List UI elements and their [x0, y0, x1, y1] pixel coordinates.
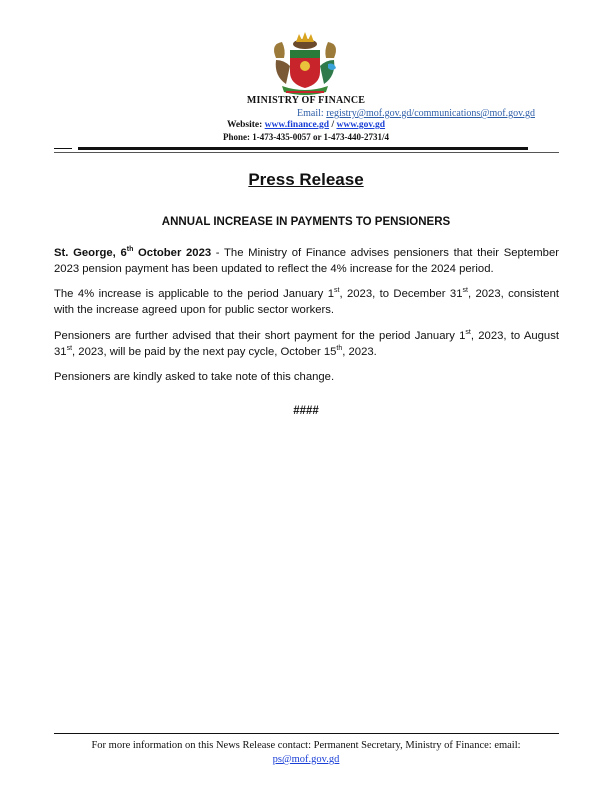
paragraph-2 [54, 286, 559, 318]
footer-divider [54, 733, 559, 734]
p3-sup-1: st [465, 329, 471, 337]
coat-of-arms-emblem [268, 30, 342, 98]
p3-text-2: , 2023, to August 31 [54, 330, 559, 358]
p3-text-4: , 2023. [342, 346, 377, 358]
footer-text: For more information on this News Release contact: Permanent Secretary, Ministry of Finance: email: [91, 740, 521, 751]
end-mark: #### [293, 405, 319, 417]
email-label: Email: [297, 108, 324, 119]
dateline-text: St. George, 6 [54, 247, 127, 259]
header-divider-thick [78, 147, 528, 150]
p2-text-2: , 2023, to December 31 [339, 288, 463, 300]
email-link[interactable]: registry@mof.gov.gd/communications@mof.gov.gd [326, 108, 535, 119]
p2-sup-1: st [334, 287, 340, 295]
organization-name: MINISTRY OF FINANCE [246, 95, 366, 106]
website-link-finance[interactable]: www.finance.gd [264, 120, 330, 130]
footer [0, 739, 612, 767]
p3-text-1: Pensioners are further advised that their short payment for the period January 1 [54, 330, 466, 342]
website-link-gov[interactable]: www.gov.gd [336, 120, 386, 130]
paragraph-1-text: - The Ministry of Finance advises pensioners that their September 2023 pension payment has been updated to reflect the 4% increase for the 2024 period. [54, 247, 559, 275]
dateline-superscript: th [126, 246, 134, 254]
header-divider-thin [54, 152, 559, 153]
p2-sup-2: st [462, 287, 468, 295]
phone-line: Phone: 1-473-435-0057 or 1-473-440-2731/4 [222, 132, 390, 142]
release-heading: ANNUAL INCREASE IN PAYMENTS TO PENSIONERS [161, 216, 451, 228]
page-title: Press Release [248, 170, 364, 189]
footer-email-link[interactable]: ps@mof.gov.gd [272, 754, 340, 765]
contact-email-line [110, 108, 612, 119]
p2-text-3: , 2023, consistent with the increase agreed upon for public sector workers. [54, 288, 559, 316]
website-line [0, 120, 612, 130]
header-divider-left [54, 148, 72, 149]
dateline [54, 247, 211, 259]
website-label: Website: [226, 120, 263, 130]
paragraph-3 [54, 328, 559, 360]
p3-sup-2: st [66, 345, 73, 353]
paragraph-1 [54, 245, 559, 277]
p2-text-1: The 4% increase is applicable to the period January 1 [54, 288, 334, 300]
p3-text-3: , 2023, will be paid by the next pay cycle, October 15 [72, 346, 337, 358]
website-separator: / [331, 120, 335, 130]
p3-sup-3: th [336, 345, 343, 353]
dateline-end: October 2023 [133, 247, 212, 259]
paragraph-4: Pensioners are kindly asked to take note of this change. [54, 371, 335, 383]
